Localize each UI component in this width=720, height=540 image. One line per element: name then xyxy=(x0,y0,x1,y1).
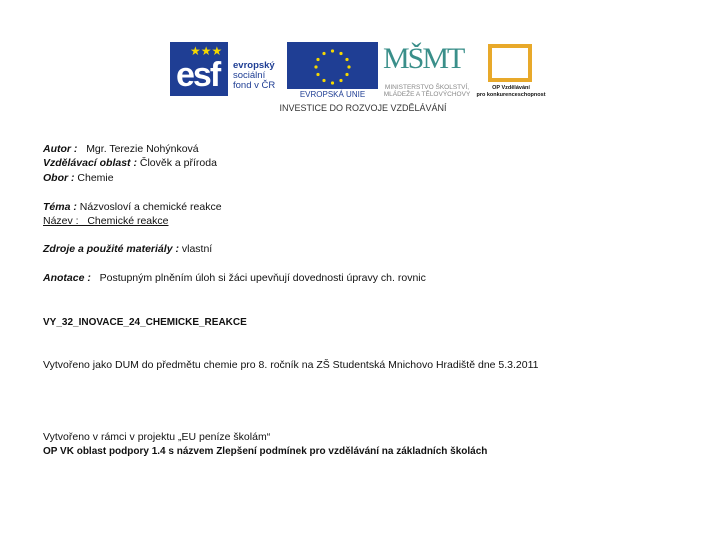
op-line: pro konkurenceschopnost xyxy=(476,92,546,98)
esf-line: fond v ČR xyxy=(233,80,276,91)
op-logo xyxy=(488,44,532,82)
label: Vzdělávací oblast : xyxy=(43,157,137,169)
obor-row xyxy=(43,172,114,185)
label: Téma : xyxy=(43,201,77,213)
msmt-text xyxy=(368,84,486,98)
tagline: INVESTICE DO ROZVOJE VZDĚLÁVÁNÍ xyxy=(279,103,447,113)
esf-text xyxy=(233,61,275,91)
autor-row xyxy=(43,143,199,156)
op-line: OP Vzdělávání xyxy=(492,85,530,91)
label: Obor : xyxy=(43,172,75,184)
eu-flag-logo xyxy=(287,42,378,89)
value: Chemie xyxy=(77,172,114,184)
anotace-row xyxy=(43,272,426,285)
msmt-line: MINISTERSTVO ŠKOLSTVÍ, xyxy=(384,84,470,91)
eu-text: EVROPSKÁ UNIE xyxy=(299,90,366,99)
value: vlastní xyxy=(181,243,213,255)
eu-stars-icon xyxy=(287,42,378,89)
esf-mark: esf xyxy=(176,56,220,94)
msmt-line: MLÁDEŽE A TĚLOVÝCHOVY xyxy=(383,91,471,98)
oblast-row xyxy=(43,157,217,170)
nazev-row: Název : Chemické reakce xyxy=(43,215,169,227)
msmt-logo: MŠMT xyxy=(383,42,464,75)
value: Člověk a příroda xyxy=(139,157,217,169)
label: Autor : xyxy=(43,143,78,155)
zdroje-row xyxy=(43,243,212,256)
value: Postupným plněním úloh si žáci upevňují dovednosti úpravy ch. rovnic xyxy=(99,272,426,284)
op-text xyxy=(476,85,546,99)
label: Anotace : xyxy=(43,272,91,284)
tema-row xyxy=(43,201,222,214)
value: Názvosloví a chemické reakce xyxy=(79,201,222,213)
esf-line: sociální xyxy=(233,70,266,81)
esf-line: evropský xyxy=(233,60,275,71)
created-note: Vytvořeno jako DUM do předmětu chemie pro 8. ročník na ZŠ Studentská Mnichovo Hradiště dne 5.3.2011 xyxy=(43,359,539,371)
project-line-2: OP VK oblast podpory 1.4 s názvem Zlepšení podmínek pro vzdělávání na základních školách xyxy=(43,446,488,457)
star-icon: ★★★ xyxy=(190,44,223,58)
document-code: VY_32_INOVACE_24_CHEMICKE_REAKCE xyxy=(43,317,247,328)
label: Zdroje a použité materiály : xyxy=(43,243,179,255)
value: Mgr. Terezie Nohýnková xyxy=(86,143,199,155)
project-line-1: Vytvořeno v rámci v projektu „EU peníze školám“ xyxy=(43,431,271,443)
esf-logo xyxy=(170,42,228,96)
